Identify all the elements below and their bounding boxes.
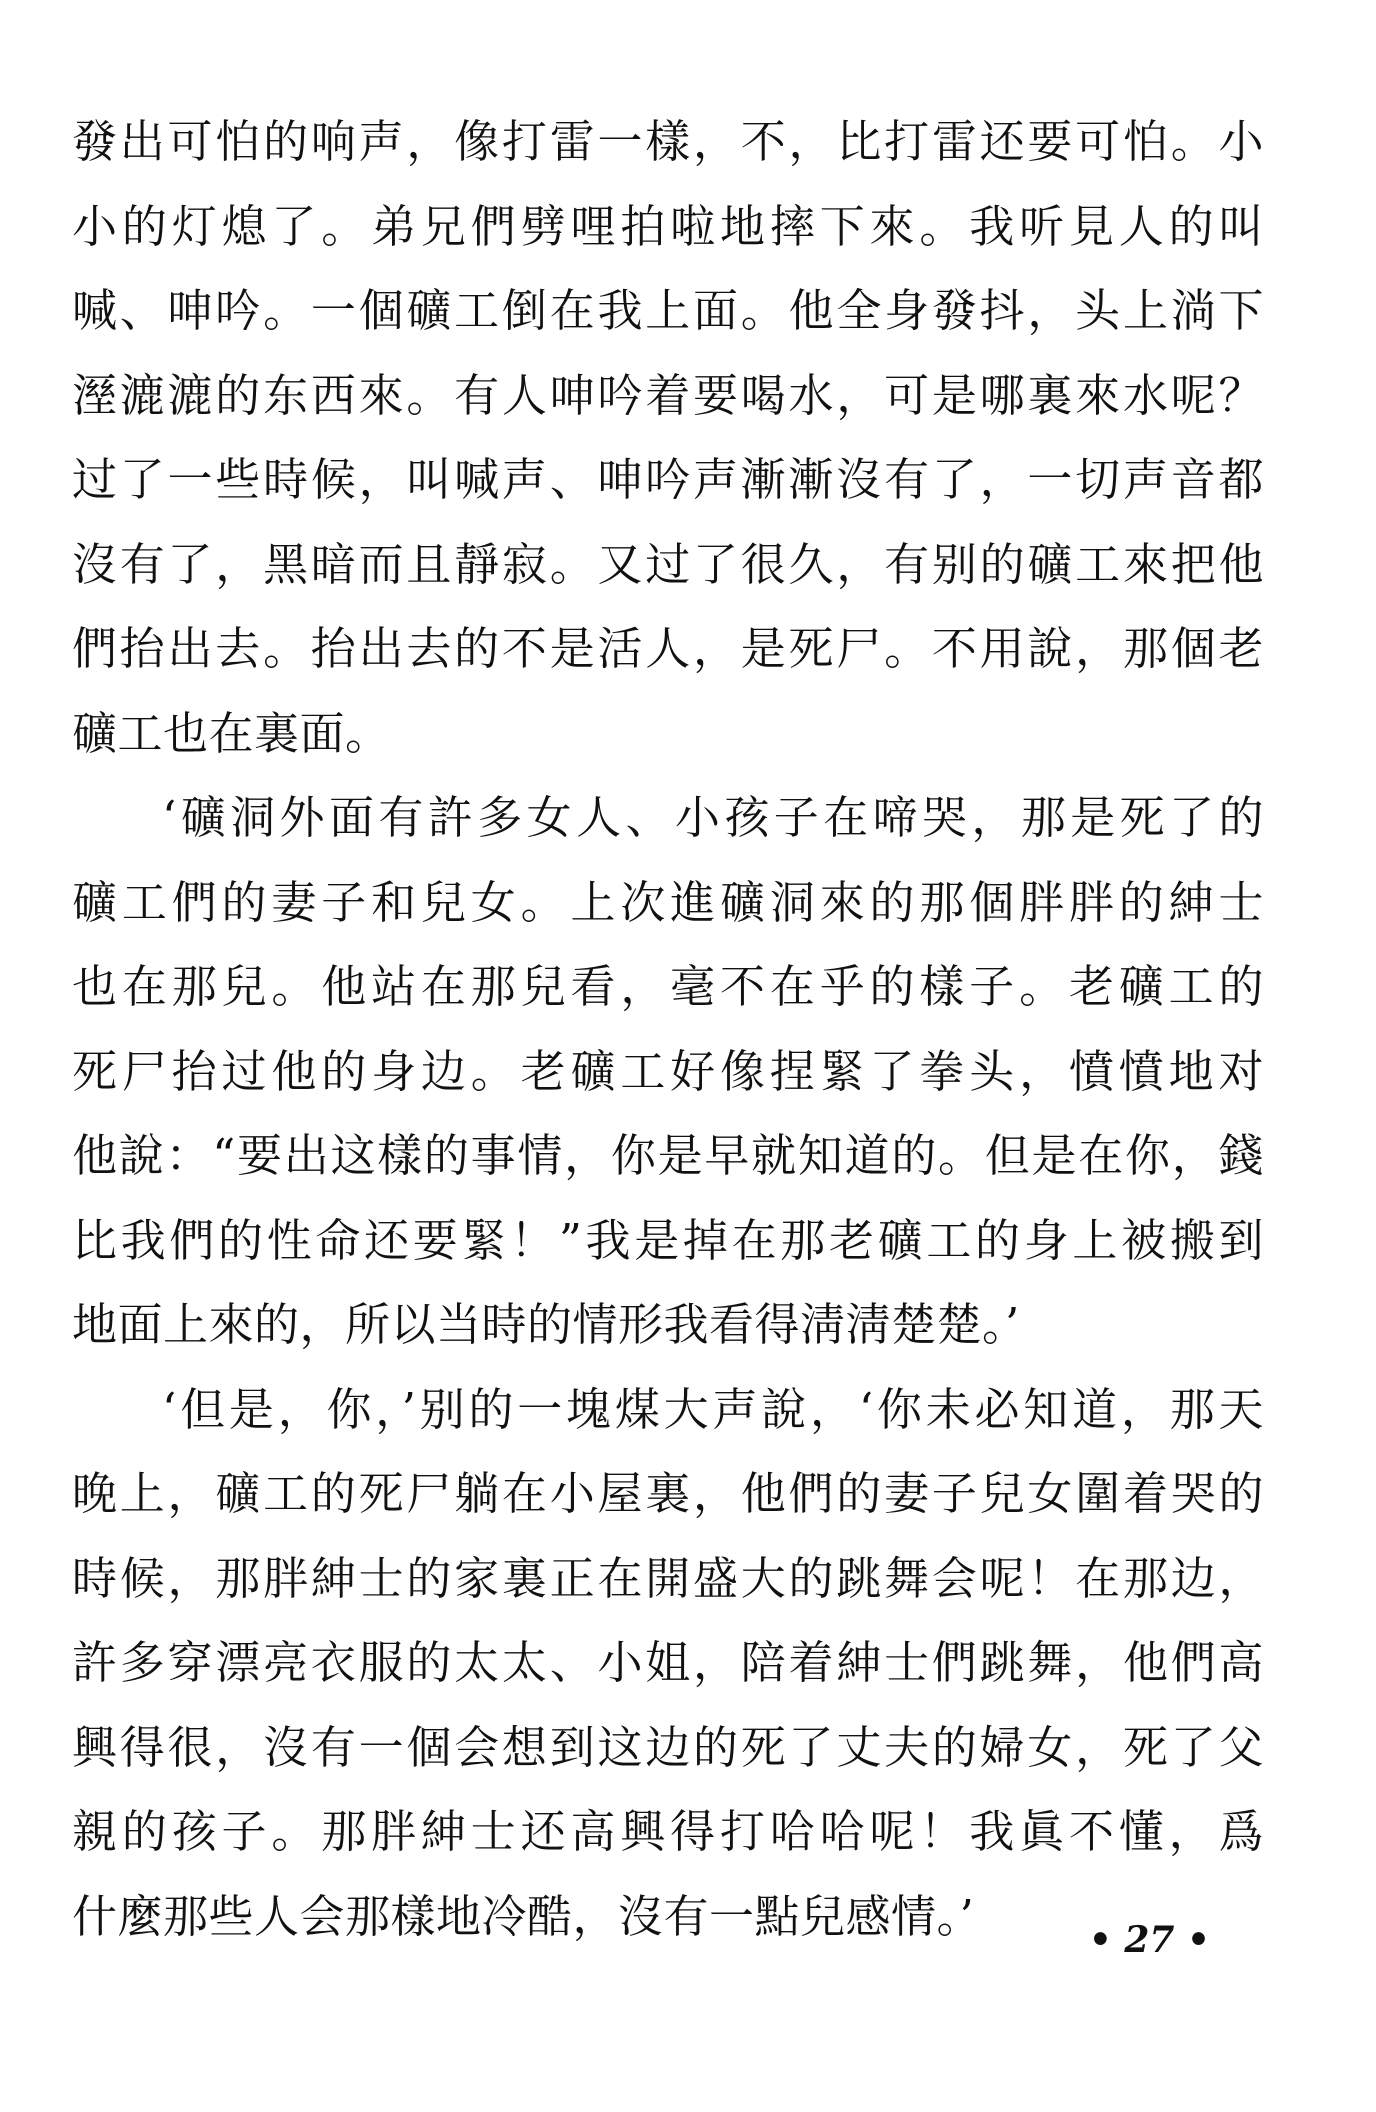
text-line: 过了一些時候，叫喊声、呻吟声漸漸沒有了，一切声音都 [72, 453, 1264, 506]
text-line: 溼漉漉的东西來。有人呻吟着要喝水，可是哪裏來水呢？ [72, 368, 1264, 422]
text-line: 親的孩子。那胖紳士还高興得打哈哈呢！我眞不懂，爲 [72, 1805, 1264, 1858]
text-line: 也在那兒。他站在那兒看，毫不在乎的樣子。老礦工的 [72, 960, 1264, 1013]
text-line: 死尸抬过他的身边。老礦工好像捏緊了拳头，憤憤地对 [72, 1044, 1264, 1098]
text-line: 什麼那些人会那樣地冷酷，沒有一點兒感情。’ [72, 1889, 975, 1943]
paragraph-start-line: ‘礦洞外面有許多女人、小孩子在啼哭，那是死了的 [162, 791, 1264, 844]
text-line: 礦工也在裏面。 [72, 706, 391, 760]
text-line: 小的灯熄了。弟兄們劈哩拍啦地摔下來。我听見人的叫 [72, 199, 1264, 253]
text-line: 許多穿漂亮衣服的太太、小姐，陪着紳士們跳舞，他們高 [72, 1636, 1264, 1689]
paragraph-start-line: ‘但是，你，’别的一塊煤大声說，‘你未必知道，那天 [162, 1382, 1264, 1436]
page-number: • 27 • [1088, 1919, 1210, 1961]
text-line: 發出可怕的响声，像打雷一樣，不，比打雷还要可怕。小 [72, 115, 1264, 168]
text-line: 他說：“要出这樣的事情，你是早就知道的。但是在你，錢 [72, 1129, 1264, 1182]
text-line: 沒有了，黑暗而且靜寂。又过了很久，有别的礦工來把他 [72, 537, 1264, 591]
text-line: 地面上來的，所以当時的情形我看得淸淸楚楚。’ [72, 1298, 1020, 1351]
text-line: 晚上，礦工的死尸躺在小屋裏，他們的妻子兒女圍着哭的 [72, 1467, 1264, 1520]
text-line: 喊、呻吟。一個礦工倒在我上面。他全身發抖，头上淌下 [72, 284, 1264, 337]
text-line: 比我們的性命还要緊！”我是掉在那老礦工的身上被搬到 [72, 1213, 1264, 1267]
body-text [72, 100, 1264, 1959]
text-line: 時候，那胖紳士的家裏正在開盛大的跳舞会呢！在那边， [72, 1551, 1264, 1605]
text-line: 興得很，沒有一個会想到这边的死了丈夫的婦女，死了父 [72, 1720, 1264, 1774]
text-line: 們抬出去。抬出去的不是活人，是死尸。不用說，那個老 [72, 622, 1264, 675]
text-line: 礦工們的妻子和兒女。上次進礦洞來的那個胖胖的紳士 [72, 875, 1264, 929]
